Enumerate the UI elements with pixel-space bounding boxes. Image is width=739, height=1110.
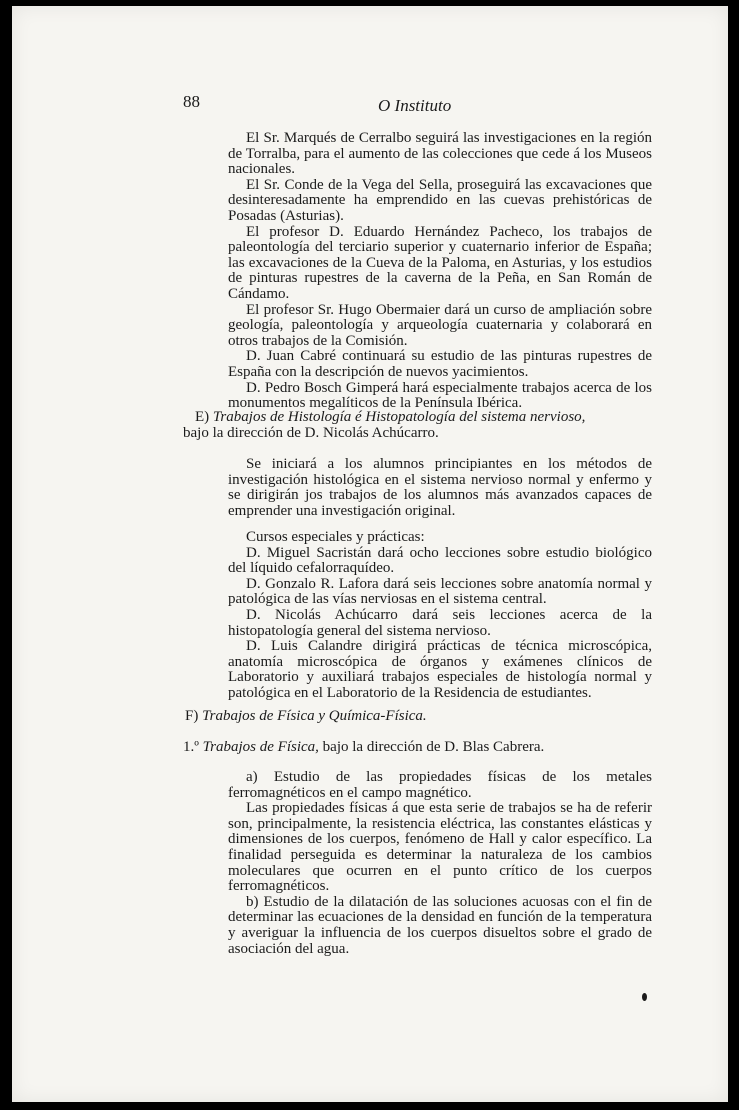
section-e-intro — [228, 457, 652, 519]
section-title: Trabajos de Histología é Histopatología del sistema nervioso, — [212, 409, 586, 425]
paragraph: Se iniciará a los alumnos principiantes en los métodos de investigación histológica en el sistema nervioso normal y enfermo y se dirigirán jos trabajos de los alumnos más avanzados capaces de emprender una investigación original. — [228, 456, 652, 519]
section-e-courses — [228, 530, 652, 702]
section-subtitle: bajo la dirección de D. Nicolás Achúcarro. — [183, 424, 439, 441]
paragraph: El profesor Sr. Hugo Obermaier dará un curso de ampliación sobre geología, paleontología y arqueología cuaternaria y colaborará en otros trabajos de la Comisión. — [228, 301, 652, 349]
paragraph: D. Pedro Bosch Gimperá hará especialmente trabajos acerca de los monumentos megalíticos de la Península Ibérica. — [228, 379, 652, 412]
paragraph: Las propiedades físicas á que esta serie de trabajos se ha de referir son, principalmente, la resistencia eléctrica, las constantes elásticas y dimensiones de los cuerpos, fenómeno de Hall y calor específico. La finalidad perseguida es determinar la naturaleza de los cambios moleculares que ocurren en el punto crítico de los cuerpos ferromagnéticos. — [228, 800, 652, 895]
section-title: Trabajos de Física y Química-Física. — [202, 708, 427, 724]
section-e-heading — [183, 410, 653, 441]
subsection-1-heading — [183, 740, 653, 756]
section-label: E) — [195, 409, 210, 425]
paragraph: b) Estudio de la dilatación de las soluciones acuosas con el fin de determinar las ecuaciones de la densidad en función de la temperatura y averiguar la influencia de los cuerpos disueltos sobre el grado de asociación del agua. — [228, 893, 652, 957]
courses-heading: Cursos especiales y prácticas: — [246, 529, 425, 545]
paragraph: a) Estudio de las propiedades físicas de los metales ferromagnéticos en el campo magnético. — [228, 769, 652, 801]
paragraph: El profesor D. Eduardo Hernández Pacheco, los trabajos de paleontología del terciario superior y cuaternario inferior de España; las excavaciones de la Cueva de la Paloma, en Asturias, y los estudios de pinturas rupestres de la caverna de la Peña, en San Román de Cándamo. — [228, 223, 652, 302]
paragraph: D. Juan Cabré continuará su estudio de las pinturas rupestres de España con la descripción de nuevos yacimientos. — [228, 348, 652, 380]
intro-block — [228, 131, 652, 412]
course-item: D. Luis Calandre dirigirá prácticas de técnica microscópica, anatomía microscópica de órganos y exámenes clínicos de Laboratorio y auxiliará trabajos especiales de histología normal y patológica en el Laboratorio de la Residencia de estudiantes. — [228, 638, 652, 701]
subsection-subtitle: bajo la dirección de D. Blas Cabrera. — [322, 739, 545, 755]
paragraph: El Sr. Marqués de Cerralbo seguirá las investigaciones en la región de Torralba, para el aumento de las colecciones que cede á los Museos nacionales. — [228, 130, 652, 178]
document-page — [12, 6, 728, 1102]
course-item: D. Miguel Sacristán dará ocho lecciones sobre estudio biológico del líquido cefalorraquídeo. — [228, 544, 652, 577]
paragraph: El Sr. Conde de la Vega del Sella, proseguirá las excavaciones que desinteresadamente ha emprendido en las cuevas prehistóricas de Posadas (Asturias). — [228, 176, 652, 224]
course-item: D. Nicolás Achúcarro dará seis lecciones acerca de la histopatología general del sistema nervioso. — [228, 606, 652, 639]
running-title: O Instituto — [378, 96, 452, 115]
subsection-1-body — [228, 770, 652, 957]
ink-speck — [642, 993, 647, 1001]
page-number: 88 — [183, 92, 200, 111]
section-label: F) — [185, 708, 199, 724]
subsection-title: Trabajos de Física, — [202, 739, 319, 755]
section-f-heading — [183, 709, 653, 725]
subsection-label: 1.º — [183, 739, 199, 755]
course-item: D. Gonzalo R. Lafora dará seis lecciones sobre anatomía normal y patológica de las vías nerviosas en el sistema central. — [228, 575, 652, 608]
